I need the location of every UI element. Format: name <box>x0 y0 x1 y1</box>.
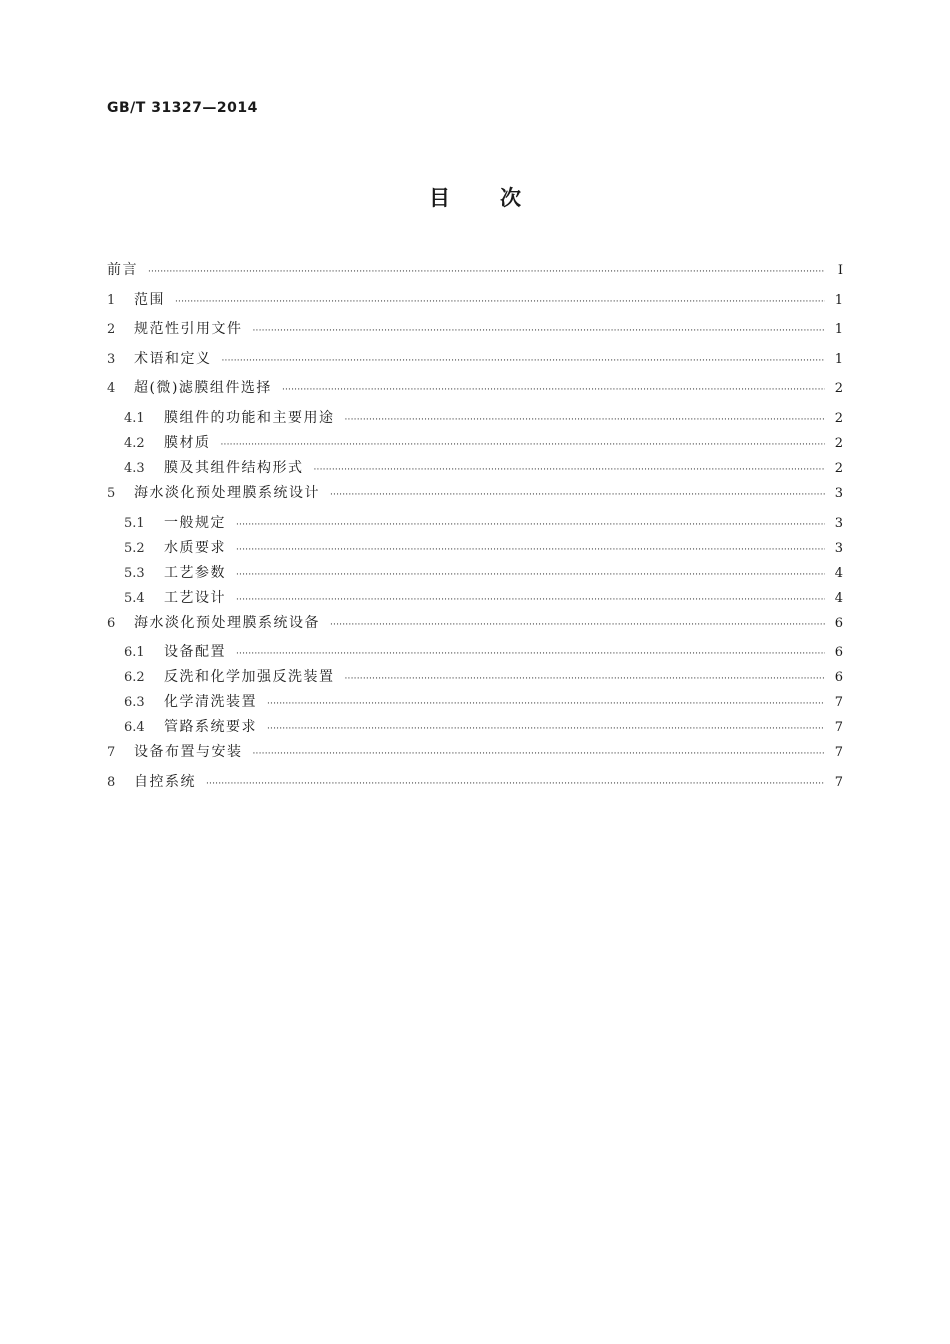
toc-leader-dots <box>267 717 825 742</box>
toc-entry[interactable] <box>107 288 843 318</box>
toc-entry-page: 3 <box>834 515 843 531</box>
toc-leader-dots <box>236 642 825 667</box>
toc-entry-label: 一般规定 <box>164 514 226 531</box>
toc-entry-number: 4.3 <box>124 460 145 476</box>
toc-entry-page: 6 <box>834 670 843 686</box>
toc-entry-number: 6.3 <box>124 695 145 711</box>
toc-entry-number: 3 <box>107 351 116 367</box>
toc-entry-number: 5.3 <box>124 565 145 581</box>
toc-entry-page: 6 <box>834 645 843 661</box>
toc-entry-number: 6 <box>107 615 116 631</box>
toc-entry-page: 4 <box>834 590 843 606</box>
toc-leader-dots <box>267 692 825 717</box>
toc-entry-page: 7 <box>834 720 843 736</box>
toc-entry-number: 5.2 <box>124 540 145 556</box>
toc-entry-label: 术语和定义 <box>134 350 212 367</box>
toc-entry-number: 4 <box>107 381 116 397</box>
toc-entry-number: 6.2 <box>124 670 145 686</box>
toc-entry-label: 水质要求 <box>164 539 226 556</box>
toc-entry-page: 3 <box>834 485 843 501</box>
toc-leader-dots <box>253 319 826 344</box>
toc-entry-number: 6.1 <box>124 645 145 661</box>
toc-entry-page: 7 <box>834 695 843 711</box>
toc-entry-label: 工艺参数 <box>164 564 226 581</box>
toc-leader-dots <box>148 260 825 285</box>
toc-entry-label: 工艺设计 <box>164 589 226 606</box>
toc-entry-label: 膜组件的功能和主要用途 <box>164 409 335 426</box>
standard-code: GB/T 31327—2014 <box>107 100 258 116</box>
toc-entry-page: 2 <box>834 410 843 426</box>
toc-entry-page: 1 <box>834 322 843 338</box>
toc-leader-dots <box>236 563 825 588</box>
toc-entry[interactable] <box>107 481 843 511</box>
toc-entry-label: 前言 <box>107 262 138 278</box>
toc-entry-number: 5.1 <box>124 515 145 531</box>
toc-title: 目次 <box>429 186 571 210</box>
toc-leader-dots <box>345 408 826 433</box>
toc-entry-label: 反洗和化学加强反洗装置 <box>164 669 335 686</box>
toc-entry[interactable] <box>107 376 843 406</box>
toc-entry-label: 自控系统 <box>134 773 196 790</box>
toc-entry-number: 8 <box>107 774 116 790</box>
toc-entry-page: 4 <box>834 565 843 581</box>
toc-leader-dots <box>236 538 825 563</box>
toc-entry-number: 7 <box>107 745 116 761</box>
toc-entry-page: 2 <box>834 435 843 451</box>
toc-entry-label: 海水淡化预处理膜系统设备 <box>134 614 320 631</box>
toc-leader-dots <box>206 772 825 797</box>
toc-entry-number: 5.4 <box>124 590 145 606</box>
toc-entry-page: 2 <box>834 381 843 397</box>
toc-entry[interactable] <box>107 536 843 561</box>
toc-entry[interactable] <box>107 586 843 611</box>
toc-entry-page: 7 <box>834 774 843 790</box>
toc-entry-page: 6 <box>834 615 843 631</box>
toc-entry-label: 化学清洗装置 <box>164 694 257 711</box>
toc-entry-number: 5 <box>107 485 116 501</box>
toc-entry-label: 超(微)滤膜组件选择 <box>134 380 272 397</box>
toc-leader-dots <box>282 378 825 403</box>
toc-entry-label: 范围 <box>134 291 165 308</box>
toc-leader-dots <box>345 667 826 692</box>
toc-entry[interactable] <box>107 317 843 347</box>
toc-leader-dots <box>221 433 826 458</box>
table-of-contents <box>107 258 843 799</box>
toc-entry-label: 膜及其组件结构形式 <box>164 459 304 476</box>
toc-entry-label: 设备布置与安装 <box>134 744 243 761</box>
toc-entry-label: 规范性引用文件 <box>134 321 243 338</box>
toc-entry[interactable] <box>107 561 843 586</box>
toc-entry[interactable] <box>107 456 843 481</box>
toc-entry-number: 6.4 <box>124 720 145 736</box>
toc-entry-number: 4.2 <box>124 435 145 451</box>
toc-entry-page: 7 <box>834 745 843 761</box>
toc-entry[interactable] <box>107 431 843 456</box>
toc-entry[interactable] <box>107 665 843 690</box>
toc-entry-label: 膜材质 <box>164 434 211 451</box>
toc-entry-number: 2 <box>107 322 116 338</box>
toc-entry[interactable] <box>107 640 843 665</box>
toc-entry-page: 3 <box>834 540 843 556</box>
toc-entry-page: 1 <box>834 292 843 308</box>
toc-entry[interactable] <box>107 406 843 431</box>
toc-entry[interactable] <box>107 715 843 740</box>
toc-leader-dots <box>236 513 825 538</box>
toc-entry[interactable] <box>107 770 843 800</box>
toc-leader-dots <box>222 349 826 374</box>
toc-entry-number: 1 <box>107 292 116 308</box>
toc-entry[interactable] <box>107 347 843 377</box>
toc-entry[interactable] <box>107 690 843 715</box>
toc-entry-number: 4.1 <box>124 410 145 426</box>
toc-entry[interactable] <box>107 740 843 770</box>
toc-leader-dots <box>330 613 825 638</box>
toc-entry-label: 管路系统要求 <box>164 719 257 736</box>
toc-leader-dots <box>314 458 826 483</box>
toc-entry[interactable] <box>107 611 843 641</box>
toc-leader-dots <box>253 742 826 767</box>
toc-entry-label: 设备配置 <box>164 644 226 661</box>
toc-leader-dots <box>330 483 825 508</box>
toc-entry-label: 海水淡化预处理膜系统设计 <box>134 484 320 501</box>
toc-entry[interactable] <box>107 511 843 536</box>
toc-leader-dots <box>175 290 825 315</box>
toc-entry[interactable] <box>107 258 843 288</box>
toc-entry-page: 2 <box>834 460 843 476</box>
toc-leader-dots <box>236 588 825 613</box>
toc-entry-page: 1 <box>834 351 843 367</box>
toc-entry-page: Ⅰ <box>837 263 843 278</box>
